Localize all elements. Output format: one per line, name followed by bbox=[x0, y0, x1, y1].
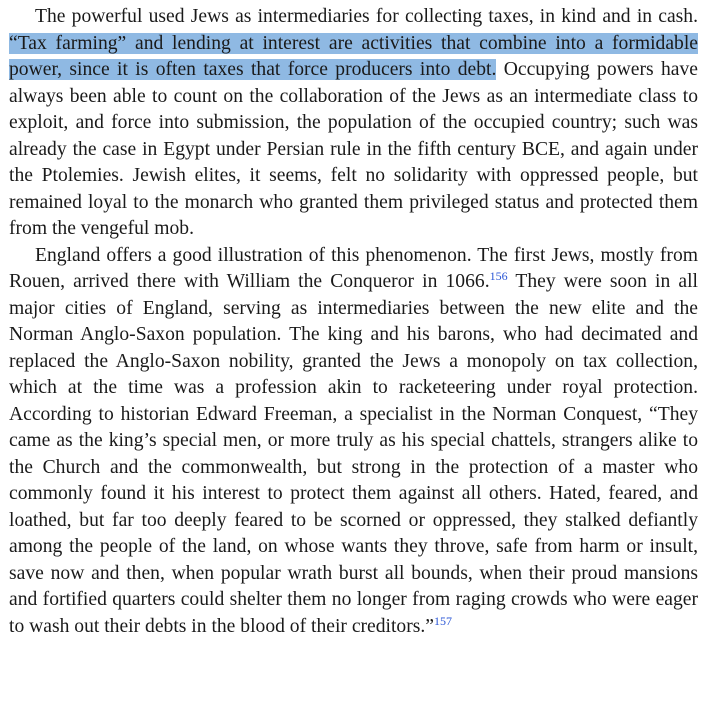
highlighted-passage[interactable]: “Tax farming” and lending at interest are activities that combine into a formidable power, since it is often taxes that force producers into debt. bbox=[9, 32, 698, 80]
paragraph-1-text-start: The powerful used Jews as intermediaries for collecting taxes, in kind and in cash. bbox=[35, 6, 698, 27]
footnote-ref-156[interactable]: 156 bbox=[489, 269, 508, 283]
paragraph-2-text-start: England offers a good illustration of this phenomenon. The first Jews, mostly from Rouen, arrived there with William the Conqueror in 1066. bbox=[9, 244, 698, 292]
text-body bbox=[9, 4, 698, 640]
paragraph-1 bbox=[9, 4, 698, 243]
footnote-ref-157[interactable]: 157 bbox=[433, 613, 452, 628]
paragraph-1-text-end: Occupying powers have always been able to count on the collaboration of the Jews as an intermediate class to exploit, and force into submission, the population of the occupied country; such was already the case in Egypt under Persian rule in the fifth century BCE, and again under the Ptolemies. Jewish elites, it seems, felt no solidarity with oppressed people, but remained loyal to the monarch who granted them privileged status and protected them from the vengeful mob. bbox=[9, 59, 698, 239]
paragraph-2-text-body: They were soon in all major cities of England, serving as intermediaries between the new elite and the Norman Anglo-Saxon population. The king and his barons, who had decimated and replaced the Anglo-Saxon nobility, granted the Jews a monopoly on tax collection, which at the time was a profession akin to racketeering under royal protection. According to historian Edward Freeman, a specialist in the Norman Conquest, “They came as the king’s special men, or more truly as his special chattels, strangers alike to the Church and the commonwealth, but strong in the protection of a master who commonly found it his interest to protect them against all others. Hated, feared, and loathed, but far too deeply feared to be scorned or oppressed, they stalked defiantly among the people of the land, on whose wants they throve, safe from harm or insult, save now and then, when popular wrath burst all bounds, when their proud mansions and fortified quarters could shelter them no longer from raging crowds who were eager to wash out their debts in the blood of their creditors.” bbox=[9, 271, 698, 637]
paragraph-2 bbox=[9, 243, 698, 641]
